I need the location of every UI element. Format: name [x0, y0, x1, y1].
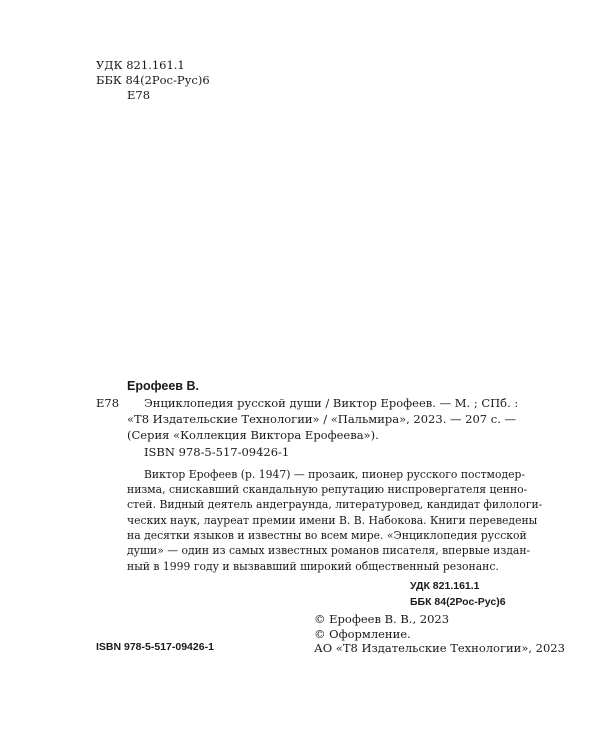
- card-bbk: ББК 84(2Рос-Рус)6: [410, 596, 506, 608]
- description-line: на десятки языков и известны во всем мире. «Энциклопедия русской: [127, 529, 527, 542]
- top-udk: УДК 821.161.1: [96, 58, 185, 72]
- footer-isbn: ISBN 978-5-517-09426-1: [96, 641, 214, 653]
- card-author-mark: Е78: [96, 396, 120, 410]
- top-author-mark: Е78: [127, 88, 151, 102]
- top-bbk: ББК 84(2Рос-Рус)6: [96, 73, 210, 87]
- description-line: ный в 1999 году и вызвавший широкий общественный резонанс.: [127, 560, 499, 573]
- copyright-author: © Ерофеев В. В., 2023: [314, 612, 450, 626]
- card-author-heading: Ерофеев В.: [127, 379, 199, 393]
- description-line: низма, снискавший скандальную репутацию ниспровергателя ценно-: [127, 483, 528, 496]
- card-isbn: ISBN 978-5-517-09426-1: [144, 445, 290, 459]
- bib-line: (Серия «Коллекция Виктора Ерофеева»).: [127, 428, 379, 442]
- bib-line: «Т8 Издательские Технологии» / «Пальмира», 2023. — 207 с. —: [127, 412, 517, 426]
- description-line: ческих наук, лауреат премии имени В. В. Набокова. Книги переведены: [127, 514, 538, 527]
- card-udk: УДК 821.161.1: [410, 580, 480, 592]
- description-line: Виктор Ерофеев (р. 1947) — прозаик, пионер русского постмодер-: [144, 468, 526, 481]
- publisher-line: АО «Т8 Издательские Технологии», 2023: [314, 641, 565, 655]
- copyright-design: © Оформление.: [314, 627, 411, 641]
- description-line: стей. Видный деятель андеграунда, литературовед, кандидат филологи-: [127, 498, 543, 511]
- bib-line: Энциклопедия русской души / Виктор Ерофеев. — М. ; СПб. :: [144, 396, 519, 410]
- description-line: души» — один из самых известных романов писателя, впервые издан-: [127, 544, 531, 557]
